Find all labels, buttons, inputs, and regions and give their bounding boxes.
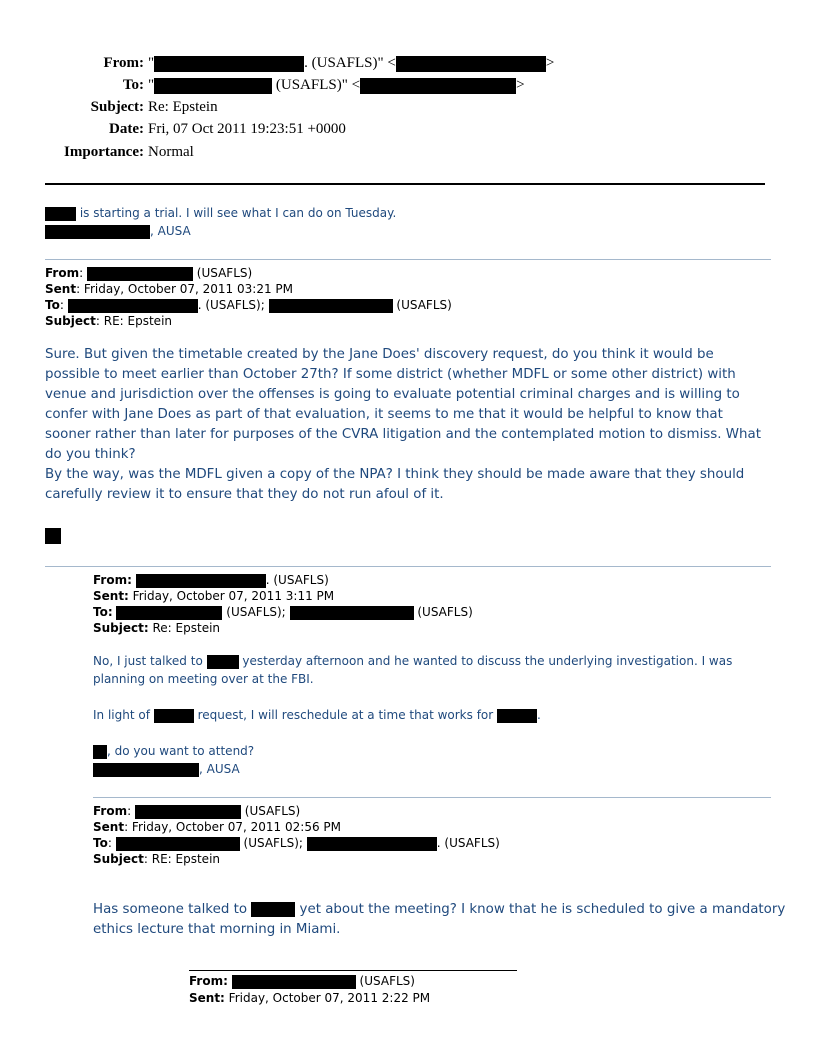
msg3-to: To: (USAFLS); (USAFLS) xyxy=(93,605,473,619)
msg4-to: To: (USAFLS); . (USAFLS) xyxy=(93,836,500,850)
msg2-paragraph: By the way, was the MDFL given a copy of the NPA? I think they should be made aware that they should carefully review it to ensure that they do not run afoul of it. xyxy=(45,467,745,502)
redaction xyxy=(93,745,107,759)
redaction xyxy=(290,606,414,620)
redaction xyxy=(154,56,304,72)
redaction xyxy=(269,299,393,313)
header-divider xyxy=(45,183,765,185)
header-date-value: Fri, 07 Oct 2011 19:23:51 +0000 xyxy=(148,121,346,137)
redaction xyxy=(136,574,266,588)
redaction xyxy=(135,805,241,819)
header-from-label: From: xyxy=(103,55,144,71)
redaction xyxy=(116,837,240,851)
redaction xyxy=(93,763,199,777)
msg2-paragraph: Sure. But given the timetable created by the Jane Does' discovery request, do you think it would be possible to meet earlier than October 27th? If some district (whether MDFL or some other district) with venue and jurisdiction over the offenses is going to evaluate potential criminal charges and is willing to confer with Jane Does as part of that evaluation, it seems to me that it would be helpful to know that sooner rather than later for purposes of the CVRA litigation and the contemplated motion to dismiss. What do you think? xyxy=(45,347,761,462)
reply-line: is starting a trial. I will see what I can do on Tuesday. xyxy=(45,205,396,221)
msg3-sent: Sent: Friday, October 07, 2011 3:11 PM xyxy=(93,589,335,603)
message-divider xyxy=(45,259,771,260)
redaction xyxy=(396,56,546,72)
header-subject-label: Subject: xyxy=(90,99,144,115)
header-date-label: Date: xyxy=(109,121,144,137)
header-subject-value: Re: Epstein xyxy=(148,99,218,115)
msg3-line: planning on meeting over at the FBI. xyxy=(93,672,314,686)
msg2-to: To: . (USAFLS); (USAFLS) xyxy=(45,298,452,312)
redaction xyxy=(45,528,61,544)
redaction xyxy=(307,837,437,851)
redaction xyxy=(154,78,272,94)
msg4-line: Has someone talked to yet about the meeting? I know that he is scheduled to give a mandatory xyxy=(93,902,786,917)
message-divider xyxy=(93,797,771,798)
header-importance-label: Importance: xyxy=(64,144,144,160)
msg4-sent: Sent: Friday, October 07, 2011 02:56 PM xyxy=(93,820,341,834)
msg2-from: From: (USAFLS) xyxy=(45,266,253,280)
msg3-line: No, I just talked to yesterday afternoon and he wanted to discuss the underlying investigation. I was xyxy=(93,654,733,668)
msg2-sent: Sent: Friday, October 07, 2011 03:21 PM xyxy=(45,282,293,296)
redaction xyxy=(87,267,193,281)
msg4-line: ethics lecture that morning in Miami. xyxy=(93,922,341,937)
redaction xyxy=(207,655,239,669)
msg5-from: From: (USAFLS) xyxy=(189,974,415,988)
msg4-from: From: (USAFLS) xyxy=(93,804,301,818)
header-to-label: To: xyxy=(122,77,144,93)
header-to-value: " (USAFLS)" < > xyxy=(148,77,525,93)
msg5-sent: Sent: Friday, October 07, 2011 2:22 PM xyxy=(189,991,431,1005)
redaction xyxy=(116,606,222,620)
msg3-line: , do you want to attend? xyxy=(93,743,254,759)
msg3-from: From: . (USAFLS) xyxy=(93,573,329,587)
msg3-line: In light of request, I will reschedule at a time that works for . xyxy=(93,708,541,722)
reply-signature: , AUSA xyxy=(45,223,191,239)
redaction xyxy=(232,975,356,989)
message-divider xyxy=(189,970,517,971)
msg3-signature: , AUSA xyxy=(93,761,240,777)
header-importance-value: Normal xyxy=(148,144,194,160)
redaction xyxy=(497,709,537,723)
message-divider xyxy=(45,566,771,567)
redaction xyxy=(45,225,150,239)
redaction xyxy=(68,299,198,313)
msg3-subject: Subject: Re: Epstein xyxy=(93,621,221,635)
msg2-subject: Subject: RE: Epstein xyxy=(45,314,173,328)
header-from-value: " . (USAFLS)" < > xyxy=(148,55,555,71)
redaction xyxy=(45,207,76,221)
redaction xyxy=(360,78,516,94)
redaction xyxy=(251,902,295,917)
msg4-subject: Subject: RE: Epstein xyxy=(93,852,221,866)
redaction xyxy=(154,709,194,723)
